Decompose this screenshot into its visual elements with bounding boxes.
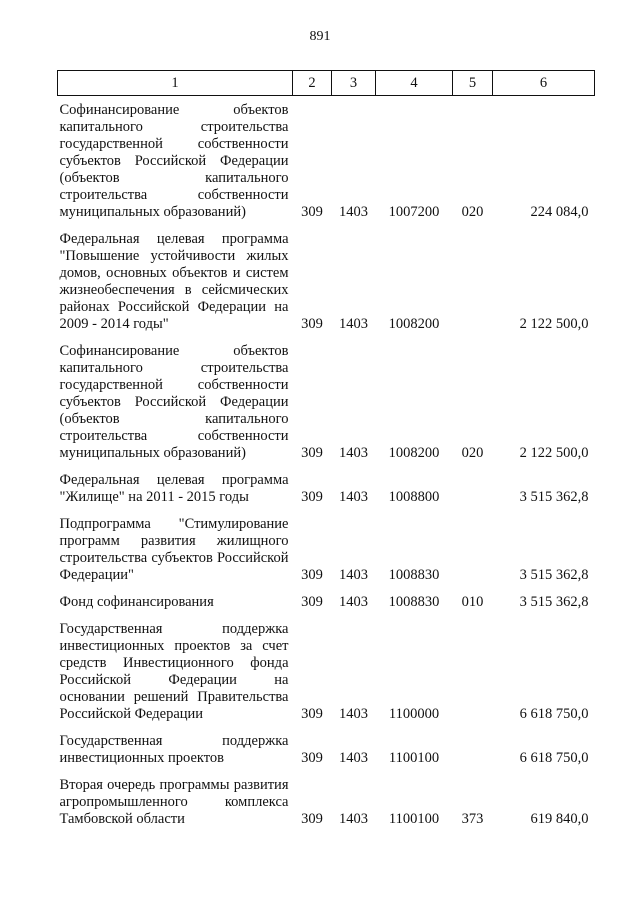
row-code-3: 1403: [339, 445, 368, 461]
table-header: [58, 71, 595, 96]
row-amount: 3 515 362,8: [519, 594, 589, 610]
row-name: Вторая очередь программы развития агропромышленного комплекса Тамбовской области: [59, 777, 289, 827]
row-name: Государственная поддержка инвестиционных проектов: [59, 733, 289, 766]
row-code-5: [453, 462, 493, 506]
budget-table: [57, 70, 595, 828]
table-row: [58, 611, 595, 723]
row-code-5: 373: [461, 811, 484, 827]
row-code-2: 309: [301, 594, 323, 610]
header-row: [58, 71, 595, 96]
row-code-4: 1100100: [388, 811, 440, 827]
header-col-2: 2: [293, 71, 332, 96]
row-code-3: 1403: [339, 316, 368, 332]
row-code-5: [453, 506, 493, 584]
row-code-2: 309: [301, 811, 323, 827]
row-code-2: 309: [301, 750, 323, 766]
row-name: Софинансирование объектов капитального строительства государственной собственности субъектов Российской Федерации (объектов капитального строительства собственности муниципальных образований): [59, 343, 289, 461]
table-body: [58, 96, 595, 829]
row-code-3: 1403: [339, 811, 368, 827]
row-amount: 619 840,0: [530, 811, 589, 827]
row-code-4: 1100100: [388, 750, 440, 766]
row-code-4: 1008830: [388, 594, 440, 610]
row-code-3: 1403: [339, 594, 368, 610]
row-name: Государственная поддержка инвестиционных проектов за счет средств Инвестиционного фонда Российской Федерации на основании решений Правительства Российской Федерации: [59, 621, 289, 722]
row-code-5: 020: [461, 445, 484, 461]
header-col-4: 4: [376, 71, 453, 96]
table-row: [58, 584, 595, 611]
row-code-4: 1008200: [388, 316, 440, 332]
header-col-5: 5: [453, 71, 493, 96]
row-code-3: 1403: [339, 750, 368, 766]
row-amount: 224 084,0: [530, 204, 589, 220]
row-code-3: 1403: [339, 706, 368, 722]
row-code-4: 1008200: [388, 445, 440, 461]
row-code-2: 309: [301, 445, 323, 461]
row-amount: 3 515 362,8: [519, 489, 589, 505]
row-code-5: [453, 611, 493, 723]
row-code-5: [453, 221, 493, 333]
row-code-4: 1007200: [388, 204, 440, 220]
header-col-6: 6: [493, 71, 595, 96]
table-row: [58, 462, 595, 506]
header-col-3: 3: [332, 71, 376, 96]
row-code-3: 1403: [339, 567, 368, 583]
row-code-5: 020: [461, 204, 484, 220]
row-code-3: 1403: [339, 204, 368, 220]
table-row: [58, 221, 595, 333]
table-row: [58, 96, 595, 222]
row-name: Федеральная целевая программа "Жилище" на 2011 - 2015 годы: [59, 472, 289, 505]
row-code-4: 1100000: [388, 706, 440, 722]
table-row: [58, 723, 595, 767]
row-name: Фонд софинансирования: [59, 594, 214, 610]
row-code-5: [453, 723, 493, 767]
table-row: [58, 506, 595, 584]
row-amount: 3 515 362,8: [519, 567, 589, 583]
row-code-2: 309: [301, 204, 323, 220]
row-name: Софинансирование объектов капитального строительства государственной собственности субъектов Российской Федерации (объектов капитального строительства собственности муниципальных образований): [59, 102, 289, 220]
row-amount: 6 618 750,0: [519, 706, 589, 722]
row-code-4: 1008800: [388, 489, 440, 505]
row-code-2: 309: [301, 567, 323, 583]
table-row: [58, 333, 595, 462]
row-code-2: 309: [301, 489, 323, 505]
row-code-4: 1008830: [388, 567, 440, 583]
row-code-3: 1403: [339, 489, 368, 505]
row-code-5: 010: [461, 594, 484, 610]
row-name: Федеральная целевая программа "Повышение устойчивости жилых домов, основных объектов и систем жизнеобеспечения в сейсмических районах Российской Федерации на 2009 - 2014 годы": [59, 231, 289, 332]
row-amount: 2 122 500,0: [519, 316, 589, 332]
table-row: [58, 767, 595, 828]
row-code-2: 309: [301, 316, 323, 332]
page-number: 891: [309, 29, 331, 44]
row-amount: 6 618 750,0: [519, 750, 589, 766]
row-code-2: 309: [301, 706, 323, 722]
header-col-1: 1: [58, 71, 293, 96]
row-name: Подпрограмма "Стимулирование программ развития жилищного строительства субъектов Российской Федерации": [59, 516, 289, 583]
row-amount: 2 122 500,0: [519, 445, 589, 461]
